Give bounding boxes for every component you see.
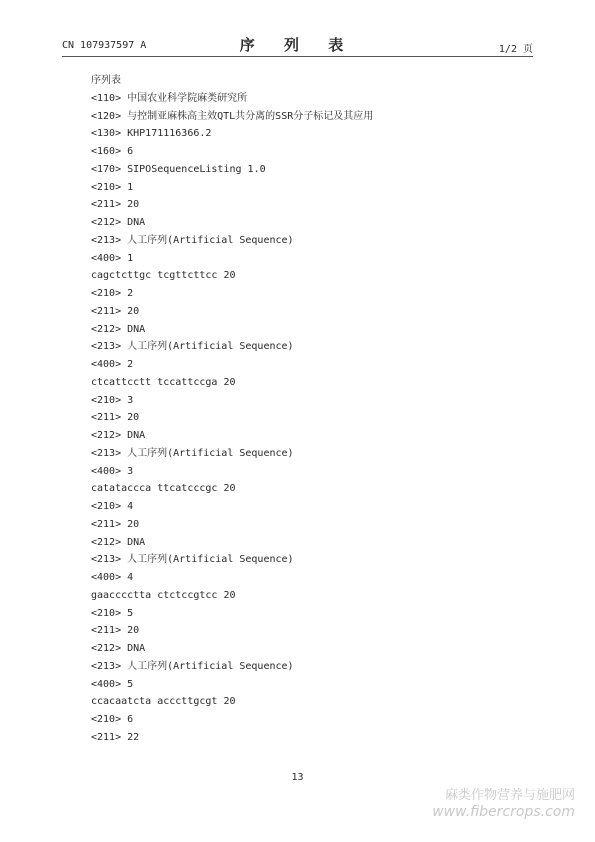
listing-line: <400> 3 [91,465,134,477]
listing-line: ctcattcctt tccattccga 20 [91,376,236,388]
listing-line: <213> 人工序列(Artificial Sequence) [91,341,294,353]
listing-line: catataccca ttcatcccgc 20 [91,483,236,495]
listing-line: <212> DNA [91,217,146,228]
listing-line: <210> 5 [91,607,134,619]
listing-line: <211> 20 [91,518,140,530]
listing-line: <170> SIPOSequenceListing 1.0 [91,163,266,175]
listing-line: <212> DNA [91,430,146,441]
listing-line: <400> 4 [91,572,134,583]
listing-line: 序列表 [91,75,121,86]
patent-number: CN 107937597 A [62,40,147,51]
listing-line: <400> 5 [91,678,134,690]
listing-line: <211> 20 [91,412,140,424]
page-number: 13 [291,772,304,783]
listing-line: <213> 人工序列(Artificial Sequence) [91,447,294,459]
listing-line: cagctcttgc tcgttcttcc 20 [91,270,236,282]
listing-line: <213> 人工序列(Artificial Sequence) [91,660,294,672]
listing-line: <400> 1 [91,252,134,264]
listing-line: <213> 人工序列(Artificial Sequence) [91,234,294,246]
listing-line: <210> 4 [91,501,134,512]
listing-line: <210> 2 [91,288,134,299]
listing-line: <210> 1 [91,181,134,193]
page-title: 序 列 表 [239,36,356,54]
listing-line: <211> 20 [91,199,140,211]
watermark [432,788,575,820]
header-divider [62,56,533,57]
listing-line: <400> 2 [91,359,134,370]
listing-line: <213> 人工序列(Artificial Sequence) [91,554,294,566]
listing-line: <160> 6 [91,146,134,157]
page-indicator: 1/2 页 [498,44,533,55]
listing-line: <212> DNA [91,536,146,548]
listing-line: <210> 6 [91,714,134,725]
listing-line: <211> 20 [91,625,140,637]
listing-line: <212> DNA [91,643,146,654]
sequence-listing [91,72,531,747]
watermark-url: www.fibercrops.com [432,804,575,820]
listing-line: <210> 3 [91,394,134,406]
watermark-text: 麻类作物营养与施肥网 [444,788,575,803]
page-header [62,34,533,54]
listing-line: <211> 20 [91,305,140,317]
listing-line: ccacaatcta acccttgcgt 20 [91,696,236,708]
listing-line: gaacccctta ctctccgtcc 20 [91,589,236,601]
listing-line: <120> 与控制亚麻株高主效QTL共分离的SSR分子标记及其应用 [91,110,374,122]
listing-line: <130> KHP171116366.2 [91,128,212,140]
listing-line: <212> DNA [91,323,146,335]
listing-line: <110> 中国农业科学院麻类研究所 [91,92,248,104]
listing-line: <211> 22 [91,731,140,743]
